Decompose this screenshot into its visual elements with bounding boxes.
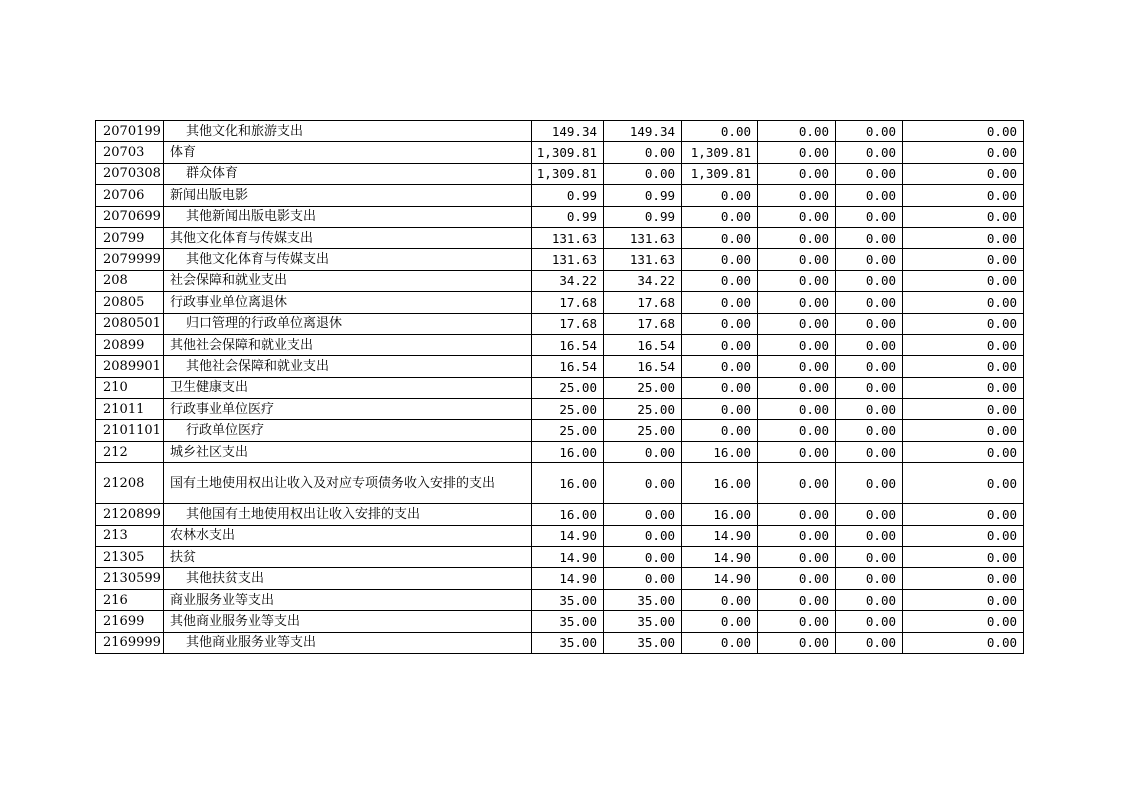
amount-cell: 0.00 [758, 206, 836, 227]
amount-cell: 0.00 [836, 206, 903, 227]
amount-cell: 0.00 [604, 568, 682, 589]
amount-cell: 0.00 [758, 377, 836, 398]
amount-cell: 0.00 [836, 589, 903, 610]
table-row [96, 441, 1024, 462]
table-row [96, 463, 1024, 504]
table-row [96, 163, 1024, 184]
table-row [96, 249, 1024, 270]
table-body [96, 121, 1024, 654]
subject-code-cell: 20706 [96, 185, 164, 206]
subject-code-cell: 2089901 [96, 356, 164, 377]
subject-name-cell: 社会保障和就业支出 [164, 270, 532, 291]
amount-cell: 0.00 [682, 399, 758, 420]
amount-cell: 0.00 [903, 463, 1024, 504]
amount-cell: 0.00 [836, 185, 903, 206]
amount-cell: 0.00 [758, 589, 836, 610]
amount-cell: 0.00 [836, 547, 903, 568]
amount-cell: 0.00 [758, 547, 836, 568]
amount-cell: 16.54 [604, 356, 682, 377]
table-row [96, 356, 1024, 377]
amount-cell: 0.00 [836, 377, 903, 398]
amount-cell: 16.00 [532, 441, 604, 462]
subject-name-cell: 新闻出版电影 [164, 185, 532, 206]
amount-cell: 0.99 [532, 206, 604, 227]
subject-name-cell: 城乡社区支出 [164, 441, 532, 462]
amount-cell: 0.00 [903, 313, 1024, 334]
table-row [96, 504, 1024, 525]
amount-cell: 0.00 [903, 270, 1024, 291]
amount-cell: 0.99 [604, 206, 682, 227]
amount-cell: 0.00 [903, 525, 1024, 546]
amount-cell: 35.00 [532, 589, 604, 610]
amount-cell: 0.00 [836, 270, 903, 291]
amount-cell: 0.00 [682, 356, 758, 377]
subject-name-cell: 行政事业单位医疗 [164, 399, 532, 420]
amount-cell: 0.00 [758, 420, 836, 441]
amount-cell: 0.00 [903, 227, 1024, 248]
amount-cell: 1,309.81 [682, 163, 758, 184]
amount-cell: 0.00 [836, 292, 903, 313]
table-row [96, 334, 1024, 355]
amount-cell: 14.90 [682, 547, 758, 568]
amount-cell: 35.00 [532, 611, 604, 632]
amount-cell: 16.54 [532, 334, 604, 355]
amount-cell: 1,309.81 [682, 142, 758, 163]
amount-cell: 0.00 [836, 420, 903, 441]
amount-cell: 0.00 [836, 399, 903, 420]
table-row [96, 632, 1024, 653]
amount-cell: 0.00 [758, 504, 836, 525]
amount-cell: 25.00 [532, 377, 604, 398]
amount-cell: 0.00 [758, 463, 836, 504]
subject-name-cell: 其他社会保障和就业支出 [164, 334, 532, 355]
subject-name-cell: 其他文化体育与传媒支出 [164, 227, 532, 248]
subject-code-cell: 2120899 [96, 504, 164, 525]
subject-name-cell: 其他商业服务业等支出 [164, 632, 532, 653]
amount-cell: 16.00 [532, 463, 604, 504]
amount-cell: 0.00 [903, 441, 1024, 462]
table-row [96, 589, 1024, 610]
amount-cell: 17.68 [604, 292, 682, 313]
amount-cell: 0.00 [758, 249, 836, 270]
amount-cell: 25.00 [532, 420, 604, 441]
subject-code-cell: 20899 [96, 334, 164, 355]
amount-cell: 0.00 [836, 227, 903, 248]
amount-cell: 0.00 [903, 547, 1024, 568]
amount-cell: 0.00 [682, 270, 758, 291]
amount-cell: 131.63 [532, 227, 604, 248]
amount-cell: 17.68 [604, 313, 682, 334]
amount-cell: 0.00 [836, 163, 903, 184]
amount-cell: 0.99 [604, 185, 682, 206]
amount-cell: 0.00 [604, 525, 682, 546]
amount-cell: 0.00 [903, 142, 1024, 163]
subject-code-cell: 208 [96, 270, 164, 291]
table-row [96, 227, 1024, 248]
table-row [96, 377, 1024, 398]
amount-cell: 16.00 [532, 504, 604, 525]
amount-cell: 1,309.81 [532, 163, 604, 184]
subject-code-cell: 20805 [96, 292, 164, 313]
subject-code-cell: 2130599 [96, 568, 164, 589]
amount-cell: 0.00 [758, 525, 836, 546]
amount-cell: 34.22 [532, 270, 604, 291]
subject-code-cell: 2079999 [96, 249, 164, 270]
amount-cell: 0.00 [682, 249, 758, 270]
amount-cell: 0.00 [903, 121, 1024, 142]
amount-cell: 0.00 [836, 249, 903, 270]
amount-cell: 0.00 [836, 611, 903, 632]
amount-cell: 25.00 [532, 399, 604, 420]
amount-cell: 0.00 [604, 504, 682, 525]
amount-cell: 16.00 [682, 463, 758, 504]
subject-code-cell: 212 [96, 441, 164, 462]
subject-code-cell: 21305 [96, 547, 164, 568]
subject-code-cell: 2070699 [96, 206, 164, 227]
amount-cell: 0.00 [758, 270, 836, 291]
amount-cell: 0.00 [682, 121, 758, 142]
amount-cell: 131.63 [532, 249, 604, 270]
subject-code-cell: 2070199 [96, 121, 164, 142]
amount-cell: 131.63 [604, 249, 682, 270]
amount-cell: 34.22 [604, 270, 682, 291]
amount-cell: 0.00 [758, 292, 836, 313]
amount-cell: 0.00 [836, 441, 903, 462]
amount-cell: 0.00 [903, 399, 1024, 420]
amount-cell: 0.00 [836, 142, 903, 163]
amount-cell: 0.00 [682, 611, 758, 632]
amount-cell: 0.00 [903, 589, 1024, 610]
amount-cell: 0.00 [604, 142, 682, 163]
amount-cell: 0.00 [758, 441, 836, 462]
amount-cell: 0.00 [903, 504, 1024, 525]
amount-cell: 16.00 [682, 504, 758, 525]
subject-name-cell: 商业服务业等支出 [164, 589, 532, 610]
amount-cell: 0.00 [682, 377, 758, 398]
amount-cell: 0.00 [836, 313, 903, 334]
subject-code-cell: 213 [96, 525, 164, 546]
amount-cell: 0.00 [758, 313, 836, 334]
amount-cell: 0.00 [903, 356, 1024, 377]
amount-cell: 149.34 [532, 121, 604, 142]
amount-cell: 35.00 [604, 632, 682, 653]
amount-cell: 0.00 [758, 611, 836, 632]
subject-name-cell: 国有土地使用权出让收入及对应专项债务收入安排的支出 [164, 463, 532, 504]
amount-cell: 14.90 [532, 525, 604, 546]
table-row [96, 206, 1024, 227]
amount-cell: 14.90 [682, 568, 758, 589]
subject-code-cell: 20703 [96, 142, 164, 163]
subject-code-cell: 20799 [96, 227, 164, 248]
amount-cell: 0.00 [903, 568, 1024, 589]
amount-cell: 0.00 [682, 313, 758, 334]
amount-cell: 0.00 [758, 568, 836, 589]
amount-cell: 0.00 [682, 589, 758, 610]
amount-cell: 25.00 [604, 377, 682, 398]
amount-cell: 0.00 [903, 377, 1024, 398]
subject-name-cell: 卫生健康支出 [164, 377, 532, 398]
subject-code-cell: 21208 [96, 463, 164, 504]
amount-cell: 0.00 [758, 121, 836, 142]
amount-cell: 0.00 [903, 185, 1024, 206]
table-row [96, 547, 1024, 568]
table-row [96, 121, 1024, 142]
amount-cell: 0.00 [758, 356, 836, 377]
amount-cell: 16.54 [532, 356, 604, 377]
amount-cell: 0.00 [682, 206, 758, 227]
subject-name-cell: 其他国有土地使用权出让收入安排的支出 [164, 504, 532, 525]
amount-cell: 0.00 [836, 525, 903, 546]
amount-cell: 0.00 [836, 356, 903, 377]
amount-cell: 0.00 [903, 206, 1024, 227]
amount-cell: 35.00 [532, 632, 604, 653]
amount-cell: 16.00 [682, 441, 758, 462]
amount-cell: 149.34 [604, 121, 682, 142]
table-row [96, 292, 1024, 313]
subject-code-cell: 2169999 [96, 632, 164, 653]
amount-cell: 0.00 [903, 611, 1024, 632]
amount-cell: 0.00 [758, 334, 836, 355]
amount-cell: 14.90 [532, 547, 604, 568]
amount-cell: 131.63 [604, 227, 682, 248]
amount-cell: 0.00 [604, 547, 682, 568]
subject-code-cell: 21699 [96, 611, 164, 632]
amount-cell: 0.00 [758, 227, 836, 248]
amount-cell: 25.00 [604, 420, 682, 441]
amount-cell: 14.90 [682, 525, 758, 546]
table-row [96, 142, 1024, 163]
budget-table [95, 120, 1024, 654]
subject-name-cell: 体育 [164, 142, 532, 163]
amount-cell: 35.00 [604, 589, 682, 610]
subject-name-cell: 农林水支出 [164, 525, 532, 546]
subject-name-cell: 其他文化体育与传媒支出 [164, 249, 532, 270]
amount-cell: 0.00 [903, 163, 1024, 184]
amount-cell: 0.00 [758, 185, 836, 206]
amount-cell: 0.00 [903, 334, 1024, 355]
amount-cell: 14.90 [532, 568, 604, 589]
subject-name-cell: 其他新闻出版电影支出 [164, 206, 532, 227]
table-row [96, 420, 1024, 441]
amount-cell: 0.00 [758, 142, 836, 163]
amount-cell: 0.00 [836, 568, 903, 589]
amount-cell: 0.00 [836, 334, 903, 355]
amount-cell: 0.00 [758, 399, 836, 420]
amount-cell: 0.00 [682, 632, 758, 653]
amount-cell: 0.00 [682, 292, 758, 313]
amount-cell: 35.00 [604, 611, 682, 632]
amount-cell: 0.00 [836, 504, 903, 525]
table-row [96, 313, 1024, 334]
amount-cell: 0.00 [903, 632, 1024, 653]
amount-cell: 0.00 [682, 420, 758, 441]
table-row [96, 611, 1024, 632]
subject-code-cell: 2080501 [96, 313, 164, 334]
table-row [96, 270, 1024, 291]
amount-cell: 0.00 [836, 632, 903, 653]
subject-code-cell: 2101101 [96, 420, 164, 441]
subject-name-cell: 其他商业服务业等支出 [164, 611, 532, 632]
table-row [96, 568, 1024, 589]
amount-cell: 0.00 [604, 441, 682, 462]
subject-code-cell: 2070308 [96, 163, 164, 184]
amount-cell: 0.00 [682, 334, 758, 355]
amount-cell: 0.00 [836, 463, 903, 504]
amount-cell: 0.00 [903, 420, 1024, 441]
amount-cell: 0.00 [836, 121, 903, 142]
subject-name-cell: 扶贫 [164, 547, 532, 568]
amount-cell: 0.00 [758, 163, 836, 184]
subject-code-cell: 210 [96, 377, 164, 398]
subject-name-cell: 群众体育 [164, 163, 532, 184]
amount-cell: 0.00 [682, 185, 758, 206]
table-row [96, 399, 1024, 420]
subject-name-cell: 其他社会保障和就业支出 [164, 356, 532, 377]
amount-cell: 0.00 [682, 227, 758, 248]
amount-cell: 0.00 [604, 463, 682, 504]
amount-cell: 16.54 [604, 334, 682, 355]
subject-name-cell: 其他扶贫支出 [164, 568, 532, 589]
amount-cell: 0.00 [903, 249, 1024, 270]
subject-code-cell: 21011 [96, 399, 164, 420]
subject-name-cell: 归口管理的行政单位离退休 [164, 313, 532, 334]
amount-cell: 17.68 [532, 292, 604, 313]
subject-name-cell: 行政单位医疗 [164, 420, 532, 441]
table-row [96, 185, 1024, 206]
amount-cell: 0.00 [758, 632, 836, 653]
subject-code-cell: 216 [96, 589, 164, 610]
amount-cell: 0.00 [903, 292, 1024, 313]
amount-cell: 1,309.81 [532, 142, 604, 163]
amount-cell: 0.00 [604, 163, 682, 184]
amount-cell: 17.68 [532, 313, 604, 334]
subject-name-cell: 行政事业单位离退休 [164, 292, 532, 313]
table-row [96, 525, 1024, 546]
amount-cell: 0.99 [532, 185, 604, 206]
amount-cell: 25.00 [604, 399, 682, 420]
subject-name-cell: 其他文化和旅游支出 [164, 121, 532, 142]
